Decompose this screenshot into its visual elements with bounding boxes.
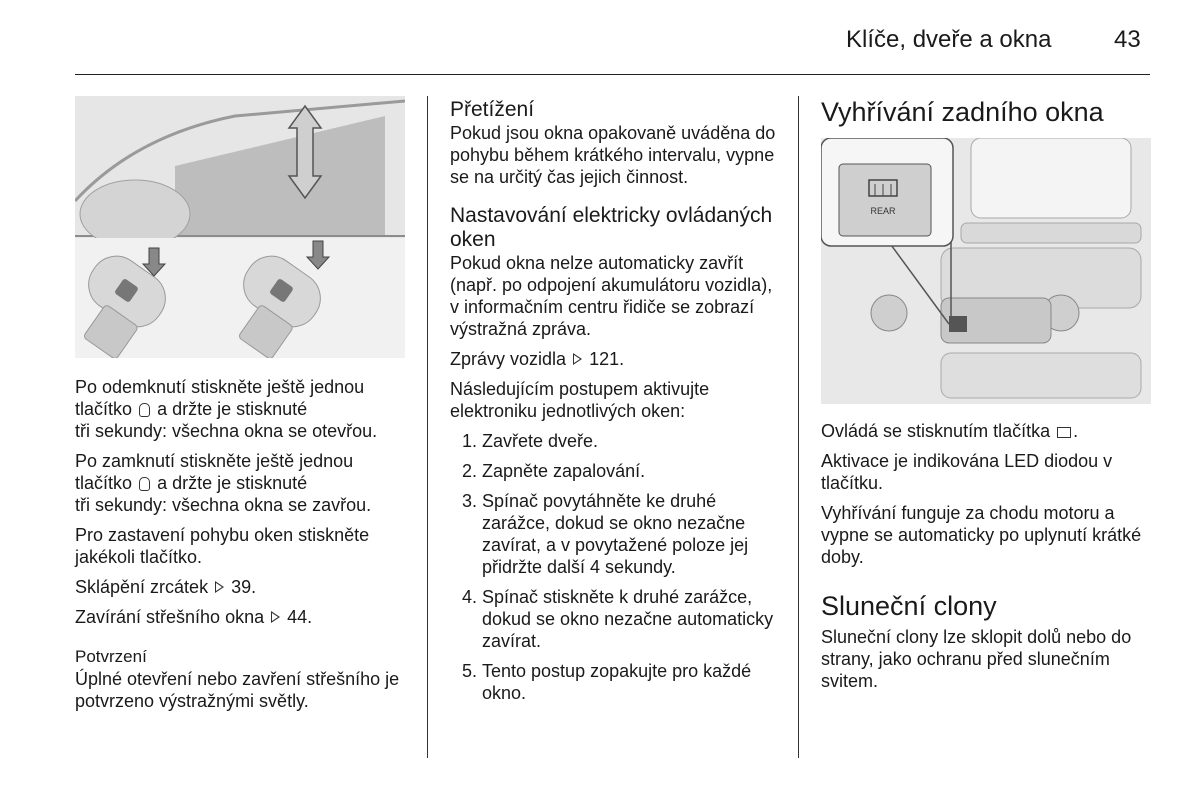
ref-vehicle-messages: Zprávy vozidla 121. [450,349,625,369]
heading-vyhrivani: Vyhřívání zadního okna [821,97,1104,127]
paragraph-heating: Vyhřívání funguje za chodu motoru a vypne se automaticky po uplynutí krátké doby. [821,503,1142,567]
paragraph-procedure: Následujícím postupem aktivujte elektroniku jednotlivých oken: [450,379,710,421]
paragraph-lock: Po zamknutí stiskněte ještě jednou tlačítko a držte je stisknuté tři sekundy: všechna okna se zavřou. [75,451,372,515]
page-reference-icon [215,581,224,593]
window-key-illustration [75,96,405,358]
section-title: Klíče, dveře a okna [846,26,1052,53]
paragraph-led: Aktivace je indikována LED diodou v tlačítku. [821,451,1113,493]
lock-icon [139,477,150,491]
heading-pretizeni: Přetížení [450,98,535,121]
page-reference-icon [573,353,582,365]
paragraph-stop: Pro zastavení pohybu oken stiskněte jakékoli tlačítko. [75,525,370,567]
paragraph-operate: Ovládá se stisknutím tlačítka . [821,421,1079,441]
header-rule [75,74,1150,75]
page-number: 43 [1114,26,1141,53]
column-divider-2 [798,96,799,758]
heading-nastavovani: Nastavování elektricky ovládaných oken [450,204,773,251]
page-link-121[interactable]: 121. [589,349,625,369]
ref-mirrors: Sklápění zrcátek 39. [75,577,257,597]
page-link-44[interactable]: 44. [287,607,313,627]
column-3 [821,96,1151,138]
column-2 [450,98,785,712]
list-item: 4. Spínač stiskněte k druhé zarážce, dokud se okno nezačne automaticky zavírat. [482,586,785,652]
rear-label: REAR [870,206,896,216]
list-item: 2. Zapněte zapalování. [482,460,785,482]
page-link-39[interactable]: 39. [231,577,257,597]
heading-slunecni: Sluneční clony [821,591,997,621]
steps-list [450,430,785,704]
paragraph-confirmation: Úplné otevření nebo zavření střešního je potvrzeno výstražnými světly. [75,669,400,711]
paragraph-overload: Pokud jsou okna opakovaně uváděna do pohybu během krátkého intervalu, vypne se na určitý čas jejich činnost. [450,123,776,187]
list-item: 1. Zavřete dveře. [482,430,785,452]
paragraph-visors: Sluneční clony lze sklopit dolů nebo do strany, jako ochranu před slunečním svitem. [821,627,1132,691]
paragraph-unlock: Po odemknutí stiskněte ještě jednou tlačítko a držte je stisknuté tři sekundy: všechna okna se otevřou. [75,377,378,441]
rear-defrost-icon [1057,427,1071,438]
dashboard-illustration [821,138,1151,404]
paragraph-warning: Pokud okna nelze automaticky zavřít (např. po odpojení akumulátoru vozidla), v informačním centru řidiče se zobrazí výstražná zpráva. [450,253,773,339]
list-item: 3. Spínač povytáhněte ke druhé zarážce, dokud se okno nezačne zavírat, a v povytažené poloze jej přidržte další 4 sekundy. [482,490,785,578]
list-item: 5. Tento postup zopakujte pro každé okno. [482,660,785,704]
heading-potvrzeni: Potvrzení [75,647,147,666]
unlock-icon [139,403,150,417]
column-divider-1 [427,96,428,758]
column-3-body [821,420,1151,700]
column-1 [75,376,420,720]
ref-sunroof: Zavírání střešního okna 44. [75,607,313,627]
page-reference-icon [271,611,280,623]
